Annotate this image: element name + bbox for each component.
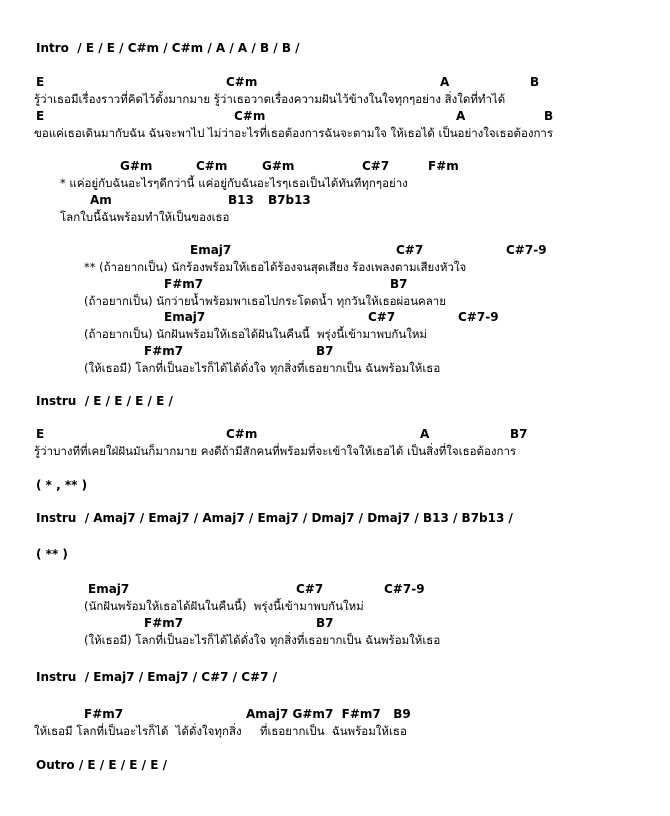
chord: Emaj7	[88, 582, 130, 596]
chord: B7b13	[268, 193, 311, 207]
chord: F#m7	[164, 277, 204, 291]
chord: B7	[390, 277, 408, 291]
chord: C#7-9	[384, 582, 425, 596]
chord: Amaj7 G#m7 F#m7 B9	[246, 707, 411, 721]
chord: C#7-9	[458, 310, 499, 324]
lyric-line: ให้เธอมี โลกที่เป็นอะไรก็ได้ ได้ดั่งใจทุกสิ่ง ที่เธอยากเป็น ฉันพร้อมให้เธอ	[34, 724, 407, 738]
chord: B7	[316, 616, 334, 630]
chord: F#m7	[144, 616, 184, 630]
lyric-line: (ถ้าอยากเป็น) นักฝันพร้อมให้เธอได้ฝันในคืนนี้ พรุ่งนี้เข้ามาพบกันใหม่	[84, 327, 427, 341]
lyric-line: (นักฝันพร้อมให้เธอได้ฝันในคืนนี้) พรุ่งนี้เข้ามาพบกันใหม่	[84, 599, 364, 613]
lyric-line: รู้ว่าเธอมีเรื่องราวที่คิดไว้ตั้งมากมาย รู้ว่าเธอวาดเรื่องความฝันไว้ข้างในใจทุกๆอย่าง สิ่งใดที่ทำได้	[34, 92, 506, 106]
chord: E	[36, 109, 45, 123]
chord: G#m	[120, 159, 153, 173]
chord: C#7	[362, 159, 390, 173]
instru-line: Instru / Amaj7 / Emaj7 / Amaj7 / Emaj7 / Dmaj7 / Dmaj7 / B13 / B7b13 /	[36, 511, 513, 525]
lyric-line: (ให้เธอมี) โลกที่เป็นอะไรก็ได้ได้ดั่งใจ ทุกสิ่งที่เธอยากเป็น ฉันพร้อมให้เธอ	[84, 633, 441, 647]
chord: C#7	[396, 243, 424, 257]
lyric-line: ** (ถ้าอยากเป็น) นักร้องพร้อมให้เธอได้ร้องจนสุดเสียง ร้องเพลงตามเสียงหัวใจ	[84, 260, 467, 274]
chord: G#m	[262, 159, 295, 173]
chord: C#7	[368, 310, 396, 324]
chord: A	[440, 75, 450, 89]
chord: C#m	[234, 109, 266, 123]
lyric-line: (ถ้าอยากเป็น) นักว่ายน้ำพร้อมพาเธอไปกระโดดน้ำ ทุกวันให้เธอผ่อนคลาย	[84, 294, 446, 308]
outro-line: Outro / E / E / E / E /	[36, 758, 167, 772]
chord: B7	[316, 344, 334, 358]
chord: B13	[228, 193, 254, 207]
lyric-line: รู้ว่าบางทีที่เคยใฝ่ฝันมันก็มากมาย คงดีถ้ามีสักคนที่พร้อมที่จะเข้าใจให้เธอได้ เป็นสิ่งที่ใจเธอต้องการ	[34, 444, 517, 458]
chord: Emaj7	[190, 243, 232, 257]
chord: Am	[90, 193, 112, 207]
chord: F#m7	[144, 344, 184, 358]
intro-line: Intro / E / E / C#m / C#m / A / A / B / B /	[36, 41, 300, 55]
chord: C#m	[226, 427, 258, 441]
chord: C#7-9	[506, 243, 547, 257]
chord: Emaj7	[164, 310, 206, 324]
chord: C#7	[296, 582, 324, 596]
chord: A	[420, 427, 430, 441]
chord: B	[530, 75, 540, 89]
lyric-line: * แค่อยู่กับฉันอะไรๆดีกว่านี้ แค่อยู่กับฉันอะไรๆเธอเป็นได้ทันทีทุกๆอย่าง	[60, 176, 408, 190]
chord: F#m7	[84, 707, 124, 721]
lyric-line: (ให้เธอมี) โลกที่เป็นอะไรก็ได้ได้ดั่งใจ ทุกสิ่งที่เธอยากเป็น ฉันพร้อมให้เธอ	[84, 361, 441, 375]
chord: F#m	[428, 159, 459, 173]
chord: C#m	[226, 75, 258, 89]
instru-line: Instru / Emaj7 / Emaj7 / C#7 / C#7 /	[36, 670, 277, 684]
chord: B	[544, 109, 554, 123]
repeat-line: ( * , ** )	[36, 478, 88, 492]
chord: C#m	[196, 159, 228, 173]
chord: E	[36, 75, 45, 89]
chord: E	[36, 427, 45, 441]
chord: A	[456, 109, 466, 123]
lyric-line: ขอแค่เธอเดินมากับฉัน ฉันจะพาไป ไม่ว่าอะไรที่เธอต้องการฉันจะตามใจ ให้เธอได้ เป็นอย่างใจเธอต้องการ	[34, 126, 554, 140]
repeat-line: ( ** )	[36, 547, 68, 561]
chord: B7	[510, 427, 528, 441]
lyric-line: โลกใบนี้ฉันพร้อมทำให้เป็นของเธอ	[60, 210, 230, 224]
instru-line: Instru / E / E / E / E /	[36, 394, 173, 408]
